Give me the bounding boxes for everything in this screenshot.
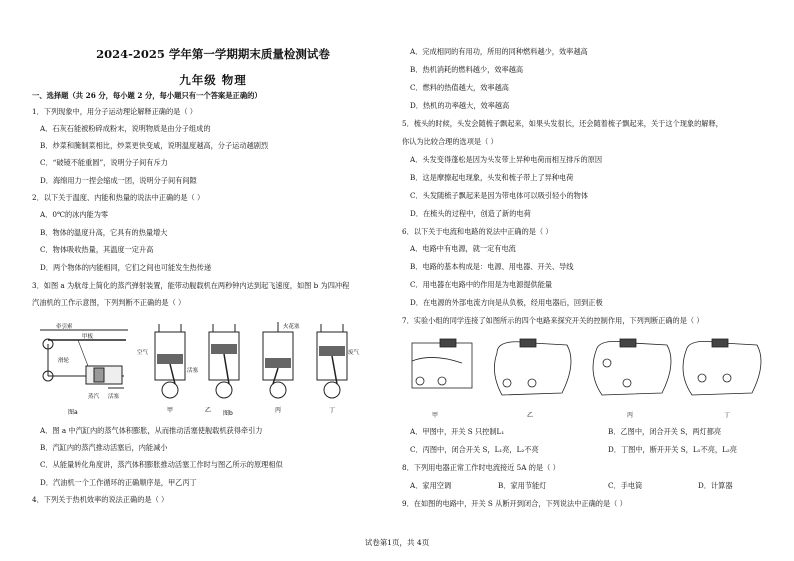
q1-option-d: D．海绵用力一捏会缩成一团，说明分子间有间隙 [40,176,197,185]
page-footer: 试卷第1页，共 4页 [364,538,430,547]
q8-option-a: A．家用空调 [410,481,452,490]
label-air: 空气 [137,350,149,356]
label-deck: 甲板 [82,334,94,340]
label-jia: 甲 [167,407,174,414]
q5-option-b: B．这是摩擦起电现象，头发和梳子带上了异种电荷 [410,173,574,182]
label-bing: 丙 [275,407,282,414]
q7-option-d: D．丁图中，断开开关 S，L₁不亮，L₂亮 [608,445,737,454]
label-rope: 牵引索 [56,324,73,330]
q7-option-a: A．甲图中，开关 S 只控制L₁ [410,427,505,436]
q6-option-b: B．电路的基本构成是：电源、用电器、开关、导线 [410,262,574,271]
q7-option-c: C．丙图中，闭合开关 S，L₁亮，L₂不亮 [410,445,539,454]
q1-option-c: C．“破镜不能重圆”，说明分子间有斥力 [40,158,168,167]
q8-option-c: C．手电筒 [608,481,643,490]
circuit-jia [412,339,472,388]
question-1: 1．下列现象中，用分子运动理论解释正确的是（ ） [32,107,197,116]
question-7: 7．实验小组的同学连接了如图所示的四个电路来探究开关的控制作用，下列判断正确的是（ ） [402,316,704,325]
exam-title: 2024-2025 学年第一学期期末质量检测试卷 [96,47,330,61]
circuit-label-jia: 甲 [432,412,439,419]
q3-option-d: D．汽油机一个工作循环的正确顺序是，甲乙丙丁 [40,478,197,487]
circuit-ding [683,339,761,395]
q5-option-d: D．在梳头的过程中，创造了新的电荷 [410,209,531,218]
label-pulley: 滑轮 [58,358,70,364]
label-piston-b: 活塞 [187,368,199,374]
engine-stroke-yi [209,324,239,398]
figure-b-engine-strokes [135,318,360,418]
q1-option-b: B．炒菜和腌制菜相比，炒菜更快变咸，说明温度越高，分子运动越剧烈 [40,141,269,150]
q7-circuit-diagrams [402,333,772,423]
question-9: 9．在如图的电路中，开关 S 从断开到闭合，下列说法中正确的是（ ） [402,499,627,508]
q2-option-a: A．0℃的冰内能为零 [40,210,109,219]
q4-option-b: B．热机消耗的燃料越少，效率越高 [410,65,524,74]
figure-a-steam-catapult [38,318,130,418]
question-8: 8．下列用电器正常工作时电流接近 5A 的是（ ） [402,463,560,472]
circuit-label-bing: 丙 [627,412,634,419]
q3-option-c: C．从能量转化角度讲，蒸汽体积膨胀推动活塞工作时与图乙所示的原理相似 [40,460,283,469]
q8-option-b: B．家用节能灯 [498,481,547,490]
circuit-bing [593,339,671,395]
q6-option-c: C．用电器在电路中的作用是为电源提供能量 [410,280,553,289]
question-4: 4．下列关于热机效率的说法正确的是（ ） [32,495,169,504]
q1-option-a: A．石灰石能被粉碎成粉末，说明物质是由分子组成的 [40,124,211,133]
engine-stroke-ding [317,324,347,398]
q6-option-a: A．电路中有电源，就一定有电流 [410,244,516,253]
circuit-yi [494,339,571,395]
label-ding: 丁 [329,407,336,414]
q6-option-d: D．在电源的外部电流方向是从负极，经用电器后，回到正极 [410,298,603,307]
q2-option-c: C．物体吸收热量，其温度一定升高 [40,245,154,254]
q8-option-d: D．计算器 [698,481,733,490]
q4-option-a: A．完成相同的有用功，所用的同种燃料越少，效率越高 [410,47,588,56]
engine-stroke-jia [155,324,185,398]
label-steam: 蒸汽 [88,394,100,400]
q5-option-a: A．头发变得蓬松是因为头发带上异种电荷而相互排斥的原因 [410,155,603,164]
circuit-label-yi: 乙 [527,412,534,419]
q3-option-a: A．图 a 中汽缸内的蒸气体积膨胀，从而推动活塞使舰载机获得牵引力 [40,426,263,435]
label-exhaust: 废气 [348,350,360,356]
engine-stroke-bing [263,322,293,398]
label-piston: 活塞 [108,394,120,400]
label-yi: 乙 [205,407,212,414]
circuit-label-ding: 丁 [724,412,731,419]
question-3-line1: 3．如图 a 为航母上简化的蒸汽弹射装置，能带动舰载机在两秒钟内达到起飞速度，如图 b 为四冲程 [32,281,350,290]
q2-option-b: B．物体的温度升高，它具有的热量增大 [40,228,168,237]
label-spark-plug: 火花塞 [283,324,300,330]
q7-option-b: B．乙图中，闭合开关 S，两灯都亮 [608,427,722,436]
q4-option-c: C．燃料的热值越大，效率越高 [410,83,509,92]
question-3-line2: 汽油机的工作示意图，下列判断不正确的是（ ） [32,298,186,307]
question-2: 2．以下关于温度、内能和热量的说法中正确的是（ ） [32,193,205,202]
q5-option-c: C．头发随梳子飘起来是因为带电体可以吸引轻小的物体 [410,191,589,200]
label-fig-b: 图b [223,410,233,417]
question-5-line2: 你认为比较合理的选项是（ ） [402,137,498,146]
label-fig-a: 图a [68,409,78,416]
exam-subtitle: 九年级 物理 [179,73,247,87]
q2-option-d: D．两个物体的内能相同，它们之间也可能发生热传递 [40,263,212,272]
q3-option-b: B．汽缸内的蒸汽推动活塞后，内能减小 [40,443,168,452]
section-heading: 一、选择题（共 26 分，每小题 2 分，每小题只有一个答案是正确的） [32,91,262,100]
q4-option-d: D．热机的功率越大，效率越高 [410,101,510,110]
question-6: 6．以下关于电流和电路的说法中正确的是（ ） [402,227,553,236]
question-5-line1: 5．梳头的时候，头发会随梳子飘起来，如果头发很长，还会随着梳子飘起来，关于这个现象的解释， [402,119,723,128]
